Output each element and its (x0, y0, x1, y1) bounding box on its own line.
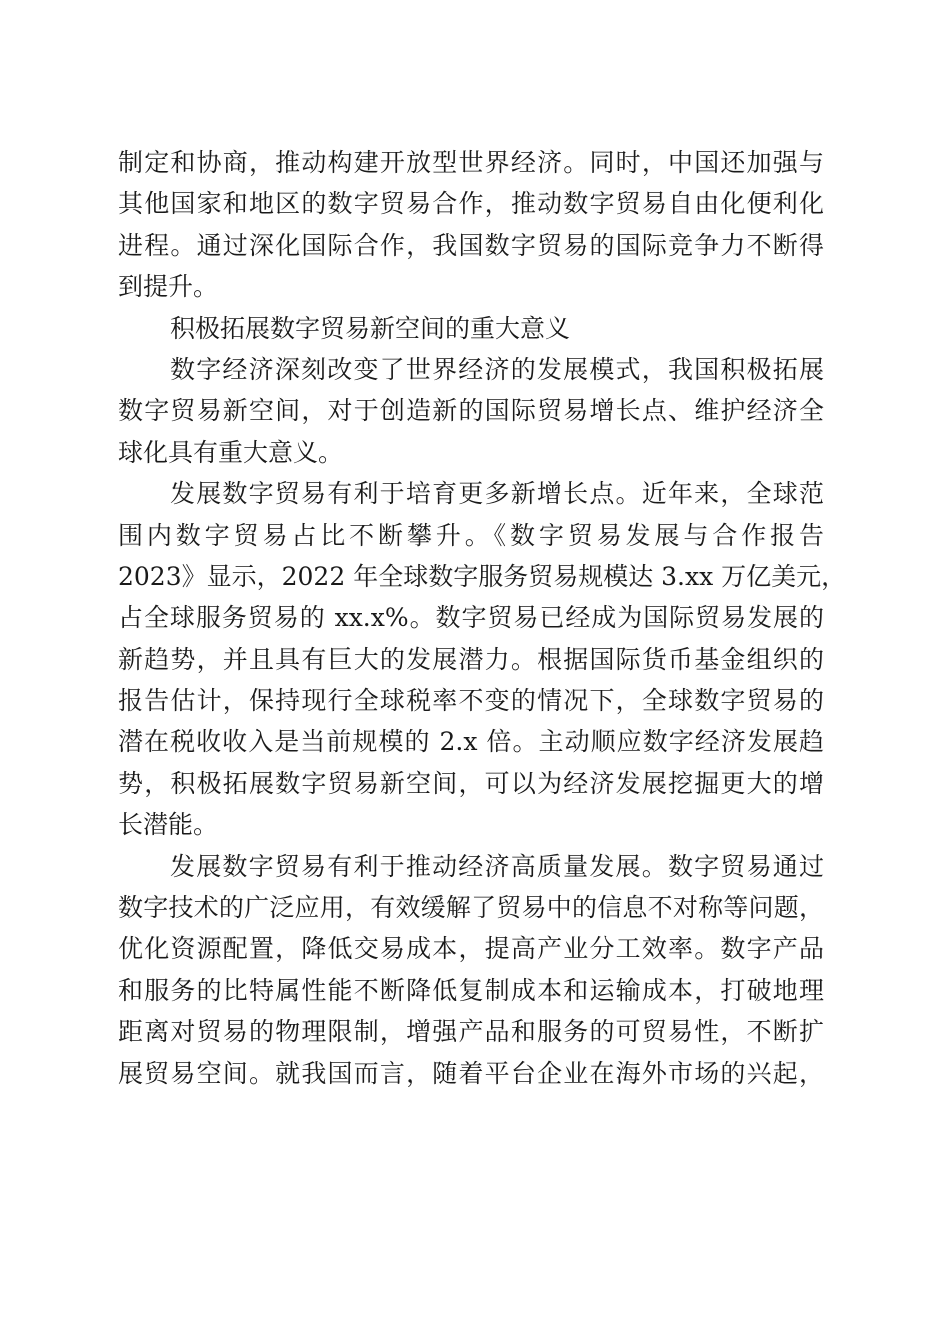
text-line: 制定和协商，推动构建开放型世界经济。同时，中国还加强与 (118, 148, 824, 177)
paragraph-first-line: 数字经济深刻改变了世界经济的发展模式，我国积极拓展 (170, 354, 824, 384)
text-line: 距离对贸易的物理限制，增强产品和服务的可贸易性，不断扩 (118, 1017, 824, 1047)
text-line: 新趋势，并且具有巨大的发展潜力。根据国际货币基金组织的 (118, 644, 824, 674)
text-line: 围内数字贸易占比不断攀升。《数字贸易发展与合作报告 (118, 520, 824, 550)
paragraph-first-line: 发展数字贸易有利于培育更多新增长点。近年来，全球范 (170, 479, 824, 509)
document-page (118, 142, 847, 1094)
text-line: 占全球服务贸易的 xx.x%。数字贸易已经成为国际贸易发展的 (118, 603, 824, 633)
text-line: 展贸易空间。就我国而言，随着平台企业在海外市场的兴起， (118, 1058, 824, 1088)
text-line: 数字贸易新空间，对于创造新的国际贸易增长点、维护经济全 (118, 396, 824, 426)
text-line: 和服务的比特属性能不断降低复制成本和运输成本，打破地理 (118, 975, 824, 1005)
paragraph-first-line: 积极拓展数字贸易新空间的重大意义 (170, 313, 571, 343)
text-line: 进程。通过深化国际合作，我国数字贸易的国际竞争力不断得 (118, 230, 824, 260)
paragraph-first-line: 发展数字贸易有利于推动经济高质量发展。数字贸易通过 (170, 851, 824, 881)
text-line: 潜在税收收入是当前规模的 2.x 倍。主动顺应数字经济发展趋 (118, 727, 824, 757)
text-line: 优化资源配置，降低交易成本，提高产业分工效率。数字产品 (118, 934, 824, 964)
text-line: 报告估计，保持现行全球税率不变的情况下，全球数字贸易的 (118, 686, 824, 716)
text-line: 其他国家和地区的数字贸易合作，推动数字贸易自由化便利化 (118, 189, 824, 219)
text-line: 2023》显示，2022 年全球数字服务贸易规模达 3.xx 万亿美元， (118, 561, 847, 591)
text-line: 数字技术的广泛应用，有效缓解了贸易中的信息不对称等问题， (118, 893, 824, 923)
text-line: 势，积极拓展数字贸易新空间，可以为经济发展挖掘更大的增 (118, 768, 824, 798)
text-line: 长潜能。 (118, 810, 219, 840)
document-body (118, 142, 847, 1094)
text-line: 球化具有重大意义。 (118, 437, 344, 467)
text-line: 到提升。 (118, 272, 219, 302)
